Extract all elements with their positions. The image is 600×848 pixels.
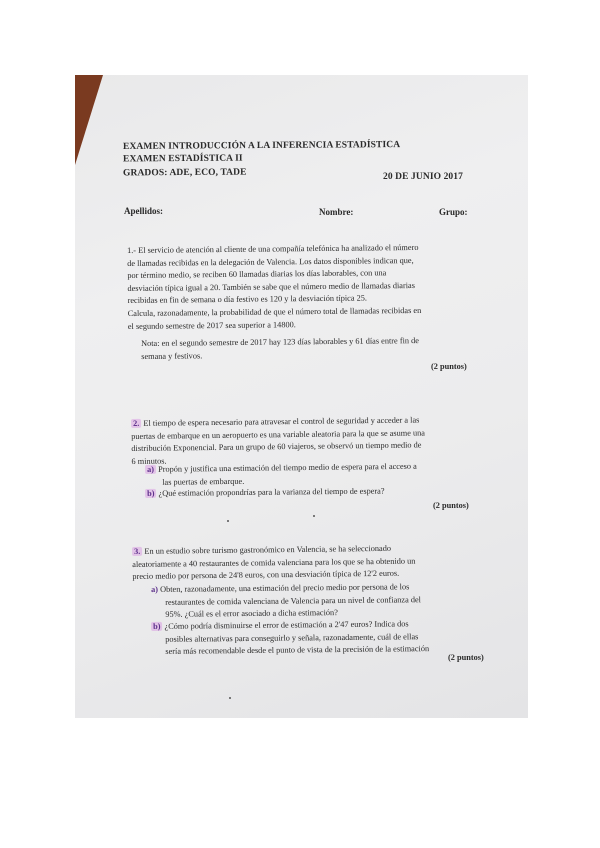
q1-note bbox=[141, 335, 419, 363]
q2-points: (2 puntos) bbox=[433, 501, 469, 510]
q3-a-label: a) bbox=[151, 584, 159, 594]
q1-points: (2 puntos) bbox=[431, 362, 467, 371]
q3-line: En un estudio sobre turismo gastronómico en Valencia, se ha seleccionado bbox=[144, 543, 392, 556]
q2-number: 2. bbox=[133, 418, 140, 428]
q2-a-label: a) bbox=[147, 464, 155, 474]
q3-a-line: Obten, razonadamente, una estimación del precio medio por persona de los bbox=[160, 582, 410, 594]
q2-a-line: las puertas de embarque. bbox=[162, 476, 245, 487]
q3-a-line: 95%. ¿Cuál es el error asociado a dicha estimación? bbox=[165, 608, 338, 620]
apellidos-label: Apellidos: bbox=[124, 206, 164, 216]
q3-points: (2 puntos) bbox=[448, 653, 484, 662]
q1-line: de llamadas recibidas en la delegación de Valencia. Los datos disponibles indican que, bbox=[127, 255, 414, 268]
exam-sheet bbox=[75, 75, 528, 718]
q3-b-label: b) bbox=[153, 621, 161, 631]
q1-line: por término medio, se reciben 60 llamadas diarias los días laborables, con una bbox=[127, 268, 387, 281]
grupo-label: Grupo: bbox=[439, 207, 468, 217]
q3-b-line: sería más recomendable desde el punto de vista de la precisión de la estimación bbox=[165, 644, 430, 657]
q2-line: distribución Exponencial. Para un grupo de 60 viajeros, se observó un tiempo medio de bbox=[131, 440, 422, 454]
q2-part-b bbox=[145, 485, 385, 500]
q3-number: 3. bbox=[134, 546, 141, 556]
q3-b-line: ¿Cómo podría disminuirse el error de estimación a 2'47 euros? Indica dos bbox=[164, 619, 409, 631]
question-3 bbox=[132, 543, 416, 584]
q1-note-line: semana y festivos. bbox=[141, 350, 203, 361]
q1-line: 1.- El servicio de atención al cliente de una compañía telefónica ha analizado el número bbox=[127, 242, 419, 255]
q1-line: desviación típica igual a 20. También se sabe que el número medio de llamadas diarias bbox=[127, 280, 415, 293]
q1-line: recibidas en fin de semana o día festivo es 120 y la desviación típica 25. bbox=[127, 293, 368, 306]
q3-line: precio medio por persona de 24'8 euros, con una desviación típica de 12'2 euros. bbox=[132, 568, 400, 582]
q2-b-label: b) bbox=[147, 488, 155, 498]
q1-line: el segundo semestre de 2017 sea superior a 14800. bbox=[127, 319, 296, 331]
question-1 bbox=[127, 242, 421, 333]
q2-a-line: Propón y justifica una estimación del tiempo medio de espera para el acceso a bbox=[158, 461, 417, 474]
speck bbox=[227, 520, 229, 522]
exam-photo bbox=[75, 75, 528, 718]
speck bbox=[229, 697, 231, 699]
exam-date: 20 DE JUNIO 2017 bbox=[383, 172, 463, 182]
q3-part-b bbox=[151, 618, 429, 659]
exam-title: EXAMEN INTRODUCCIÓN A LA INFERENCIA ESTADÍSTICA bbox=[122, 140, 401, 152]
q1-line: Calcula, razonadamente, la probabilidad de que el número total de llamadas recibidas en bbox=[127, 305, 422, 318]
q2-line: puertas de embarque en un aeropuerto es una variable aleatoria para la que se asume una bbox=[131, 428, 425, 441]
q3-part-a bbox=[151, 581, 421, 622]
speck bbox=[313, 515, 315, 517]
q1-note-line: Nota: en el segundo semestre de 2017 hay 123 días laborables y 61 días entre fin de bbox=[141, 336, 419, 348]
exam-degrees: GRADOS: ADE, ECO, TADE bbox=[122, 167, 247, 179]
q3-line: aleatoriamente a 40 restaurantes de comida valenciana para los que se ha obtenido un bbox=[132, 556, 416, 569]
exam-subtitle: EXAMEN ESTADÍSTICA II bbox=[122, 153, 243, 165]
nombre-label: Nombre: bbox=[319, 207, 354, 217]
q2-b-line: ¿Qué estimación propondrías para la varianza del tiempo de espera? bbox=[158, 486, 385, 498]
q2-line: El tiempo de espera necesario para atravesar el control de seguridad y acceder a las bbox=[143, 415, 420, 428]
q3-b-line: posibles alternativas para conseguirlo y señala, razonadamente, cuál de ellas bbox=[165, 631, 419, 644]
q3-a-line: restaurantes de comida valenciana de Valencia para un nivel de confianza del bbox=[165, 594, 422, 607]
q2-line: 6 minutos. bbox=[131, 456, 167, 466]
